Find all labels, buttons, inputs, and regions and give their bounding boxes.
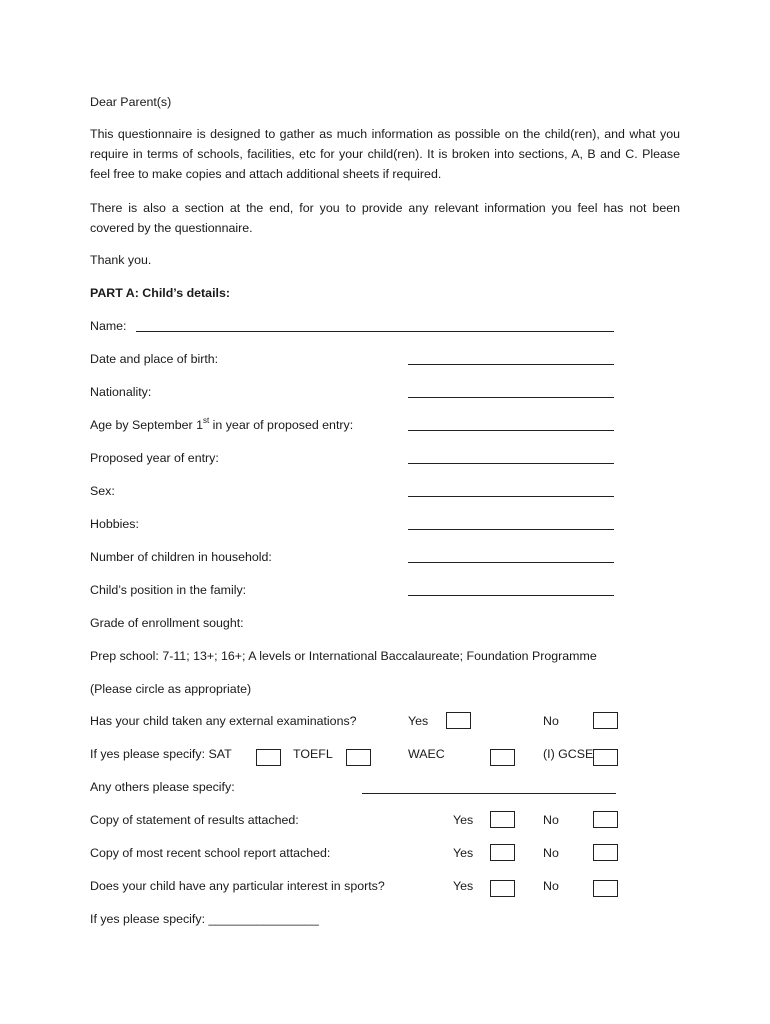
exam-no-checkbox[interactable] bbox=[593, 712, 618, 729]
others-blank[interactable] bbox=[362, 793, 616, 794]
grade-options[interactable]: Prep school: 7-11; 13+; 16+; A levels or International Baccalaureate; Foundation Programme bbox=[90, 649, 597, 663]
birth-label: Date and place of birth: bbox=[90, 352, 219, 366]
hobbies-label: Hobbies: bbox=[90, 517, 139, 531]
report-label: Copy of most recent school report attached: bbox=[90, 846, 331, 860]
igcse-checkbox[interactable] bbox=[593, 749, 618, 766]
results-yes-label: Yes bbox=[453, 813, 474, 827]
intro-line: require in terms of schools, facilities, etc for your child(ren). It is broken into sections, A, B and C. Please bbox=[90, 147, 680, 161]
name-label: Name: bbox=[90, 319, 127, 333]
thanks-text: Thank you. bbox=[90, 253, 152, 267]
igcse-label: (I) GCSE bbox=[543, 747, 594, 761]
others-label: Any others please specify: bbox=[90, 780, 235, 794]
exam-no-label: No bbox=[543, 714, 559, 728]
toefl-checkbox[interactable] bbox=[346, 749, 371, 766]
report-no-label: No bbox=[543, 846, 559, 860]
sports-yes-label: Yes bbox=[453, 879, 474, 893]
results-no-label: No bbox=[543, 813, 559, 827]
entry-year-label: Proposed year of entry: bbox=[90, 451, 219, 465]
note-line: covered by the questionnaire. bbox=[90, 221, 253, 235]
sports-no-checkbox[interactable] bbox=[593, 880, 618, 897]
nationality-blank[interactable] bbox=[408, 397, 614, 398]
age-label: Age by September 1st in year of proposed entry: bbox=[90, 416, 354, 432]
report-no-checkbox[interactable] bbox=[593, 844, 618, 861]
family-position-blank[interactable] bbox=[408, 595, 614, 596]
report-yes-checkbox[interactable] bbox=[490, 844, 515, 861]
toefl-label: TOEFL bbox=[293, 747, 333, 761]
report-yes-label: Yes bbox=[453, 846, 474, 860]
results-label: Copy of statement of results attached: bbox=[90, 813, 299, 827]
waec-label: WAEC bbox=[408, 747, 445, 761]
questionnaire-page bbox=[90, 0, 682, 1024]
sex-label: Sex: bbox=[90, 484, 115, 498]
part-a-heading: PART A: Child’s details: bbox=[90, 286, 230, 300]
intro-line: feel free to make copies and attach additional sheets if required. bbox=[90, 167, 442, 181]
circle-note: (Please circle as appropriate) bbox=[90, 682, 252, 696]
family-position-label: Child’s position in the family: bbox=[90, 583, 247, 597]
birth-blank[interactable] bbox=[408, 364, 614, 365]
name-blank[interactable] bbox=[136, 331, 614, 332]
entry-year-blank[interactable] bbox=[408, 463, 614, 464]
note-paragraph bbox=[90, 198, 680, 238]
sports-label: Does your child have any particular interest in sports? bbox=[90, 879, 385, 893]
sports-no-label: No bbox=[543, 879, 559, 893]
hobbies-blank[interactable] bbox=[408, 529, 614, 530]
children-count-blank[interactable] bbox=[408, 562, 614, 563]
age-blank[interactable] bbox=[408, 430, 614, 431]
intro-paragraph bbox=[90, 124, 680, 184]
exam-yes-label: Yes bbox=[408, 714, 429, 728]
exam-yes-checkbox[interactable] bbox=[446, 712, 471, 729]
sports-specify[interactable]: If yes please specify: ________________ bbox=[90, 912, 319, 926]
sat-checkbox[interactable] bbox=[256, 749, 281, 766]
nationality-label: Nationality: bbox=[90, 385, 152, 399]
grade-label: Grade of enrollment sought: bbox=[90, 616, 244, 630]
sex-blank[interactable] bbox=[408, 496, 614, 497]
note-line: There is also a section at the end, for you to provide any relevant information you feel has not been bbox=[90, 201, 680, 215]
intro-line: This questionnaire is designed to gather as much information as possible on the child(ren), and what you bbox=[90, 127, 680, 141]
greeting: Dear Parent(s) bbox=[90, 95, 172, 109]
specify-sat-label: If yes please specify: SAT bbox=[90, 747, 232, 761]
results-no-checkbox[interactable] bbox=[593, 811, 618, 828]
results-yes-checkbox[interactable] bbox=[490, 811, 515, 828]
waec-checkbox[interactable] bbox=[490, 749, 515, 766]
sports-yes-checkbox[interactable] bbox=[490, 880, 515, 897]
exam-question: Has your child taken any external examinations? bbox=[90, 714, 357, 728]
children-count-label: Number of children in household: bbox=[90, 550, 272, 564]
